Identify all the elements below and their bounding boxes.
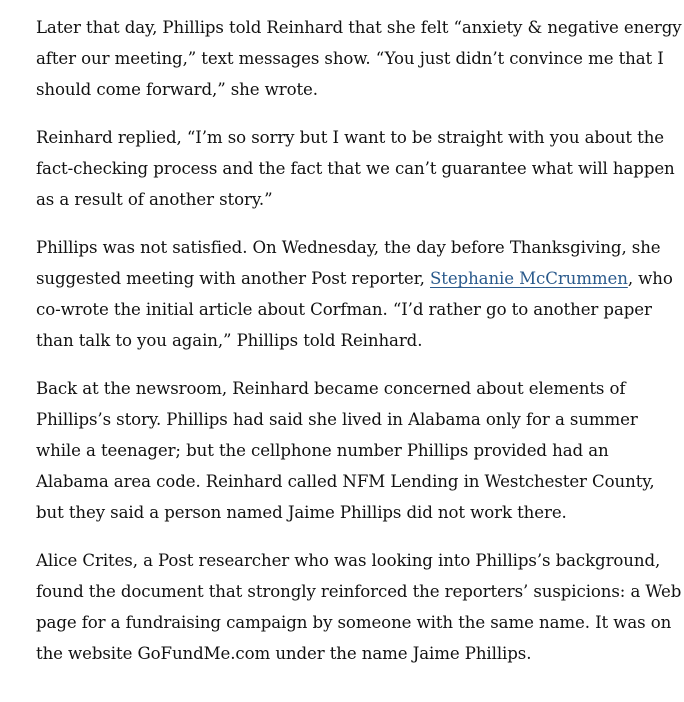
paragraph-4: [36, 373, 668, 528]
text-line: the website GoFundMe.com under the name Jaime Phillips.: [36, 644, 532, 663]
text-segment: , who: [627, 269, 673, 288]
text-line-with-link: [36, 263, 673, 294]
text-line: Phillips was not satisfied. On Wednesday, the day before Thanksgiving, she: [36, 238, 661, 257]
text-line: Alice Crites, a Post researcher who was looking into Phillips’s background,: [36, 551, 661, 570]
text-line: Later that day, Phillips told Reinhard that she felt “anxiety & negative energy: [36, 18, 682, 37]
text-line: but they said a person named Jaime Phillips did not work there.: [36, 503, 567, 522]
text-line: while a teenager; but the cellphone number Phillips provided had an: [36, 441, 609, 460]
text-line: Reinhard replied, “I’m so sorry but I want to be straight with you about the: [36, 128, 665, 147]
paragraph-1: [36, 12, 682, 105]
text-line: fact-checking process and the fact that we can’t guarantee what will happen: [36, 159, 675, 178]
paragraph-2: [36, 122, 675, 215]
text-line: as a result of another story.”: [36, 190, 273, 209]
text-line: co-wrote the initial article about Corfman. “I’d rather go to another paper: [36, 300, 652, 319]
paragraph-5: [36, 545, 682, 669]
text-line: Phillips’s story. Phillips had said she lived in Alabama only for a summer: [36, 410, 638, 429]
text-line: Back at the newsroom, Reinhard became concerned about elements of: [36, 379, 626, 398]
text-line: Alabama area code. Reinhard called NFM Lending in Westchester County,: [36, 472, 655, 491]
text-line: found the document that strongly reinforced the reporters’ suspicions: a Web: [36, 582, 682, 601]
text-line: page for a fundraising campaign by someone with the same name. It was on: [36, 613, 672, 632]
stephanie-mccrummen-link[interactable]: Stephanie McCrummen: [429, 269, 628, 288]
text-segment: suggested meeting with another Post reporter,: [36, 269, 430, 288]
text-line: should come forward,” she wrote.: [36, 80, 318, 99]
text-line: than talk to you again,” Phillips told Reinhard.: [36, 331, 423, 350]
paragraph-3: [36, 232, 673, 356]
text-line: after our meeting,” text messages show. “You just didn’t convince me that I: [36, 49, 664, 68]
